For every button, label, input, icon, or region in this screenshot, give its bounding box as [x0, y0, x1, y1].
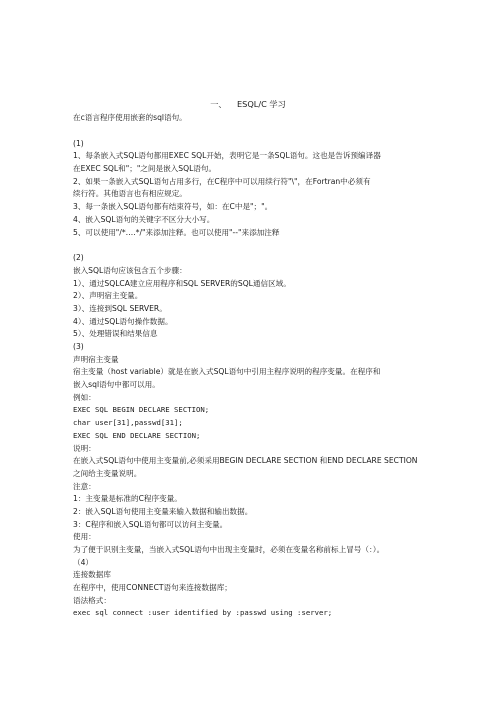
section-3-heading: 声明宿主变量 [73, 354, 119, 364]
section-1-line: 续行符。其他语言也有相应规定。 [73, 189, 187, 199]
section-1-line: 4、嵌入SQL语句的关键字不区分大小写。 [73, 214, 215, 224]
section-1-label: (1) [73, 138, 84, 148]
code-line: char user[31],passwd[31]; [73, 418, 183, 428]
note-item: 3：C程序和嵌入SQL语句都可以访问主变量。 [73, 519, 228, 529]
section-4-heading: 连接数据库 [73, 570, 111, 580]
section-2-intro: 嵌入SQL语句应该包含五个步骤： [73, 265, 187, 275]
explain-text: 在嵌入式SQL语句中使用主变量前,必须采用BEGIN DECLARE SECTION 和END DECLARE SECTION [73, 456, 418, 466]
section-1-line: 1、每条嵌入式SQL语句都用EXEC SQL开始，表明它是一条SQL语句。这也是告诉预编译器 [73, 151, 381, 161]
section-1-line: 在EXEC SQL和"；"之间是嵌入SQL语句。 [73, 164, 217, 174]
section-2-step: 2）、声明宿主变量。 [73, 291, 143, 301]
section-2-label: (2) [73, 253, 84, 263]
explain-label: 说明： [73, 443, 96, 453]
section-3-desc: 宿主变量（host variable）就是在嵌入式SQL语句中引用主程序说明的程序变量。在程序和 [73, 367, 381, 377]
note-item: 2：嵌入SQL语句使用主变量来输入数据和输出数据。 [73, 506, 253, 516]
section-3-label: (3) [73, 342, 84, 351]
code-line: EXEC SQL BEGIN DECLARE SECTION; [73, 405, 210, 415]
section-2-step: 5）、处理错误和结果信息 [73, 329, 158, 339]
example-label: 例如： [73, 392, 96, 402]
intro-paragraph: 在c语言程序使用嵌套的sql语句。 [73, 113, 187, 122]
note-item: 1：主变量是标准的C程序变量。 [73, 494, 182, 504]
document-body [73, 112, 425, 620]
code-line: EXEC SQL END DECLARE SECTION; [73, 430, 201, 440]
spacer [73, 239, 425, 252]
explain-text: 之间给主变量说明。 [73, 468, 142, 478]
usage-label: 使用： [73, 532, 96, 542]
section-2-step: 1）、通过SQLCA建立应用程序和SQL SERVER的SQL通信区域。 [73, 278, 291, 288]
section-3-desc: 嵌入sql语句中都可以用。 [73, 380, 160, 390]
section-1-line: 5、可以使用"/*….*/"来添加注释。也可以使用"--"来添加注释 [73, 227, 280, 237]
syntax-label: 语法格式： [73, 595, 111, 605]
note-label: 注意： [73, 481, 96, 491]
section-4-label: （4） [73, 557, 94, 567]
section-1-line: 3、每一条嵌入SQL语句都有结束符号，如：在C中是"；"。 [73, 202, 273, 212]
section-2-step: 3）、连接到SQL SERVER。 [73, 303, 167, 313]
section-4-desc: 在程序中，使用CONNECT语句来连接数据库； [73, 583, 232, 593]
document-title: 一、 ESQL/C 学习 [210, 99, 286, 109]
spacer [73, 125, 425, 138]
section-2-step: 4）、通过SQL语句操作数据。 [73, 316, 173, 326]
usage-text: 为了便于识别主变量，当嵌入式SQL语句中出现主变量时，必须在变量名称前标上冒号（：）。 [73, 545, 385, 554]
syntax-code: exec sql connect :user identified by :passwd using :server; [73, 608, 333, 618]
section-1-line: 2、如果一条嵌入式SQL语句占用多行，在C程序中可以用续行符"\"，在Fortran中必须有 [73, 176, 371, 186]
